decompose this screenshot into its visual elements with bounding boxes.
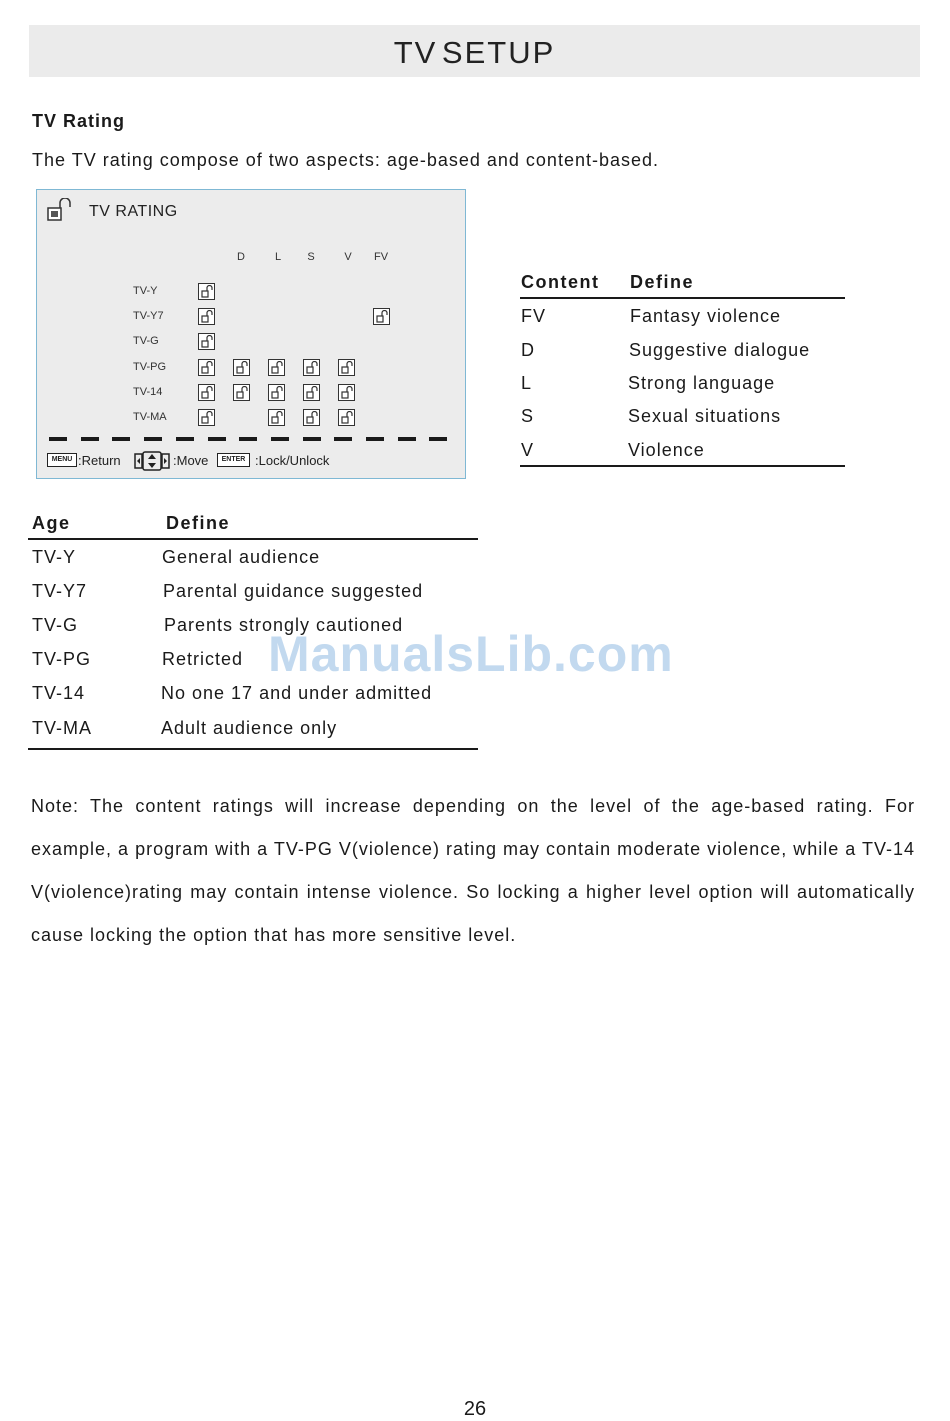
content-define: Strong language	[628, 373, 776, 393]
content-code: D	[521, 340, 535, 360]
age-code: TV-Y	[32, 547, 77, 567]
page-number: 26	[463, 1398, 487, 1420]
section-heading: TV Rating	[32, 111, 125, 131]
osd-row-tv-y: TV-Y	[133, 285, 158, 297]
content-define: Fantasy violence	[630, 306, 782, 326]
osd-column-l: L	[274, 251, 282, 263]
content-code: FV	[521, 306, 547, 326]
separator-dash	[112, 437, 130, 441]
osd-row-tv-14: TV-14	[133, 386, 163, 398]
watermark: ManualsLib.com	[268, 626, 674, 682]
unlock-icon[interactable]	[198, 384, 215, 401]
return-label: :Return	[78, 453, 121, 468]
separator-dash	[398, 437, 416, 441]
unlock-icon[interactable]	[198, 409, 215, 426]
separator-dash	[334, 437, 352, 441]
page-title: TV SETUP	[393, 35, 556, 70]
age-table-top-rule	[28, 538, 478, 540]
separator-dash	[303, 437, 321, 441]
osd-column-s: S	[307, 251, 315, 263]
unlock-icon[interactable]	[268, 384, 285, 401]
separator-dash	[366, 437, 384, 441]
unlock-icon[interactable]	[198, 333, 215, 350]
dpad-icon	[134, 451, 170, 474]
age-code: TV-14	[32, 683, 86, 703]
enter-key: ENTER	[217, 453, 250, 467]
unlock-icon[interactable]	[338, 359, 355, 376]
separator-dash	[208, 437, 226, 441]
separator-dash	[176, 437, 194, 441]
content-code: S	[521, 406, 535, 426]
osd-column-d: D	[237, 251, 245, 263]
osd-title: TV RATING	[89, 203, 178, 220]
age-code: TV-G	[32, 615, 79, 635]
tv-rating-osd-panel	[36, 189, 466, 479]
note-paragraph: Note: The content ratings will increase depending on the level of the age-based rating. For example, a program with a TV-PG V(violence) rating may contain moderate violence, while a TV-14 V(violence)rating may contain intense violence. So locking a higher level option will automatically cause locking the option that has more sensitive level.	[31, 796, 915, 945]
osd-column-v: V	[344, 251, 352, 263]
age-table-bottom-rule	[28, 748, 478, 750]
unlock-icon[interactable]	[303, 409, 320, 426]
unlock-icon[interactable]	[338, 409, 355, 426]
unlock-icon[interactable]	[303, 384, 320, 401]
unlock-icon[interactable]	[268, 409, 285, 426]
age-code: TV-Y7	[32, 581, 88, 601]
osd-row-tv-g: TV-G	[133, 335, 159, 347]
unlock-icon[interactable]	[373, 308, 390, 325]
unlock-icon[interactable]	[268, 359, 285, 376]
lock-icon	[47, 198, 73, 222]
content-table-header-content: Content	[521, 272, 600, 292]
content-table-top-rule	[520, 297, 845, 299]
osd-row-tv-y7: TV-Y7	[133, 310, 164, 322]
age-define: Retricted	[162, 649, 244, 669]
separator-dash	[81, 437, 99, 441]
intro-text: The TV rating compose of two aspects: age-based and content-based.	[32, 150, 660, 170]
unlock-icon[interactable]	[233, 384, 250, 401]
age-code: TV-MA	[32, 718, 93, 738]
age-table-header-age: Age	[32, 513, 71, 533]
content-code: L	[521, 373, 533, 393]
osd-row-tv-ma: TV-MA	[133, 411, 167, 423]
menu-key: MENU	[47, 453, 77, 467]
separator-dash	[144, 437, 162, 441]
unlock-icon[interactable]	[198, 308, 215, 325]
unlock-icon[interactable]	[198, 359, 215, 376]
age-define: Parents strongly cautioned	[164, 615, 404, 635]
separator-dash	[271, 437, 289, 441]
age-define: No one 17 and under admitted	[161, 683, 433, 703]
content-define: Sexual situations	[628, 406, 782, 426]
age-define: Parental guidance suggested	[163, 581, 424, 601]
content-table-header-define: Define	[630, 272, 695, 292]
osd-row-tv-pg: TV-PG	[133, 361, 167, 373]
separator-dash	[239, 437, 257, 441]
content-code: V	[521, 440, 535, 460]
move-label: :Move	[173, 453, 209, 468]
separator-dash	[429, 437, 447, 441]
separator-dash	[49, 437, 67, 441]
age-define: Adult audience only	[161, 718, 338, 738]
unlock-icon[interactable]	[303, 359, 320, 376]
osd-column-fv: FV	[373, 251, 389, 263]
unlock-icon[interactable]	[338, 384, 355, 401]
page-header	[29, 25, 920, 77]
age-define: General audience	[162, 547, 321, 567]
osd-separator	[49, 437, 449, 441]
lock-unlock-label: :Lock/Unlock	[255, 453, 330, 468]
content-table-bottom-rule	[520, 465, 845, 467]
age-table-header-define: Define	[166, 513, 231, 533]
unlock-icon[interactable]	[198, 283, 215, 300]
content-define: Violence	[628, 440, 705, 460]
age-code: TV-PG	[32, 649, 92, 669]
content-define: Suggestive dialogue	[629, 340, 811, 360]
unlock-icon[interactable]	[233, 359, 250, 376]
